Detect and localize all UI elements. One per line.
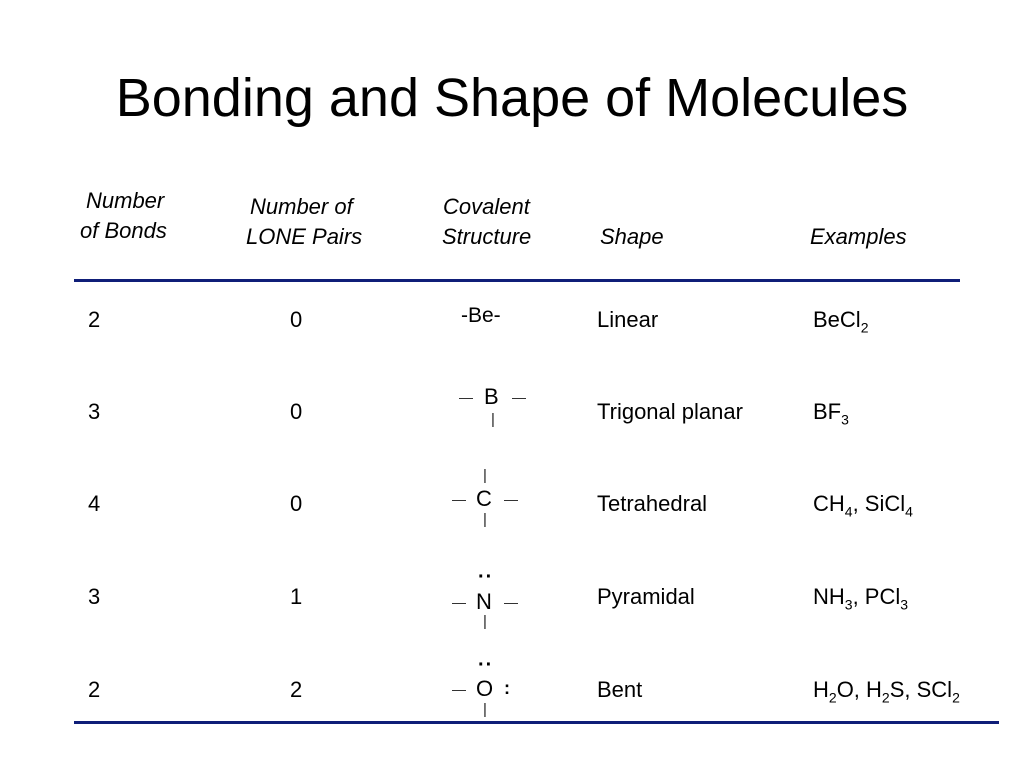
header-examples: Examples [810, 224, 907, 249]
row1-structure: -Be- [461, 304, 501, 327]
row3-atom: C [476, 486, 492, 511]
row5-structure [450, 654, 530, 720]
row3-structure [450, 468, 530, 532]
bond-down-icon: | [491, 411, 495, 428]
row2-examples: $BF_3$ [813, 399, 849, 428]
row3-shape: Tetrahedral [597, 491, 708, 516]
header-covalent-line2: Structure [442, 224, 532, 249]
header-rule [74, 279, 960, 282]
row1-bonds: 2 [88, 307, 101, 332]
bond-left-icon: — [452, 594, 466, 610]
row3-lone-pairs: 0 [290, 491, 303, 516]
row3-examples: $CH_4$, SiCl$_4$ [813, 491, 913, 520]
row5-bonds: 2 [88, 677, 101, 702]
row1-lone-pairs: 0 [290, 307, 303, 332]
row2-lone-pairs: 0 [290, 399, 303, 424]
bond-left-icon: — [452, 681, 466, 697]
row4-structure [450, 566, 530, 634]
lone-pair-side-icon: : [504, 678, 511, 698]
header-bonds-line1: Number [86, 188, 165, 213]
row1-shape: Linear [597, 307, 659, 332]
row5-shape: Bent [597, 677, 643, 702]
row1-examples: BeCl$_2$ [813, 307, 869, 336]
bond-down-icon: | [483, 511, 487, 528]
row4-bonds: 3 [88, 584, 101, 609]
header-covalent-line1: Covalent [443, 194, 530, 219]
row3-bonds: 4 [88, 491, 101, 516]
bond-down-icon: | [483, 701, 487, 718]
slide-title: Bonding and Shape of Molecules [115, 68, 909, 128]
bond-left-icon: — [452, 491, 466, 507]
row5-examples: $H_2O$, $H_2S$, SCl$_2$ [813, 677, 960, 706]
bottom-rule [74, 721, 999, 724]
row4-lone-pairs: 1 [290, 584, 303, 609]
lone-pair-dots-icon: ·· [478, 566, 494, 588]
row4-examples: $NH_3$, PCl$_3$ [813, 584, 909, 613]
row2-atom: B [484, 384, 499, 409]
row2-structure [456, 384, 536, 432]
header-shape: Shape [600, 224, 664, 249]
bond-up-icon: | [483, 467, 487, 484]
row4-atom: N [476, 589, 492, 614]
bond-right-icon: — [504, 594, 518, 610]
header-bonds-line2: of Bonds [80, 218, 167, 243]
row5-lone-pairs: 2 [290, 677, 303, 702]
bond-left-icon: — [459, 389, 473, 405]
row2-bonds: 3 [88, 399, 101, 424]
row4-shape: Pyramidal [597, 584, 695, 609]
row2-shape: Trigonal planar [597, 399, 743, 424]
header-lone-line2: LONE Pairs [246, 224, 363, 249]
row5-atom: O [476, 676, 494, 701]
bond-down-icon: | [483, 613, 487, 630]
bond-right-icon: — [504, 491, 518, 507]
bond-right-icon: — [512, 389, 526, 405]
lone-pair-dots-icon: ·· [478, 654, 494, 676]
header-lone-line1: Number of [250, 194, 353, 219]
